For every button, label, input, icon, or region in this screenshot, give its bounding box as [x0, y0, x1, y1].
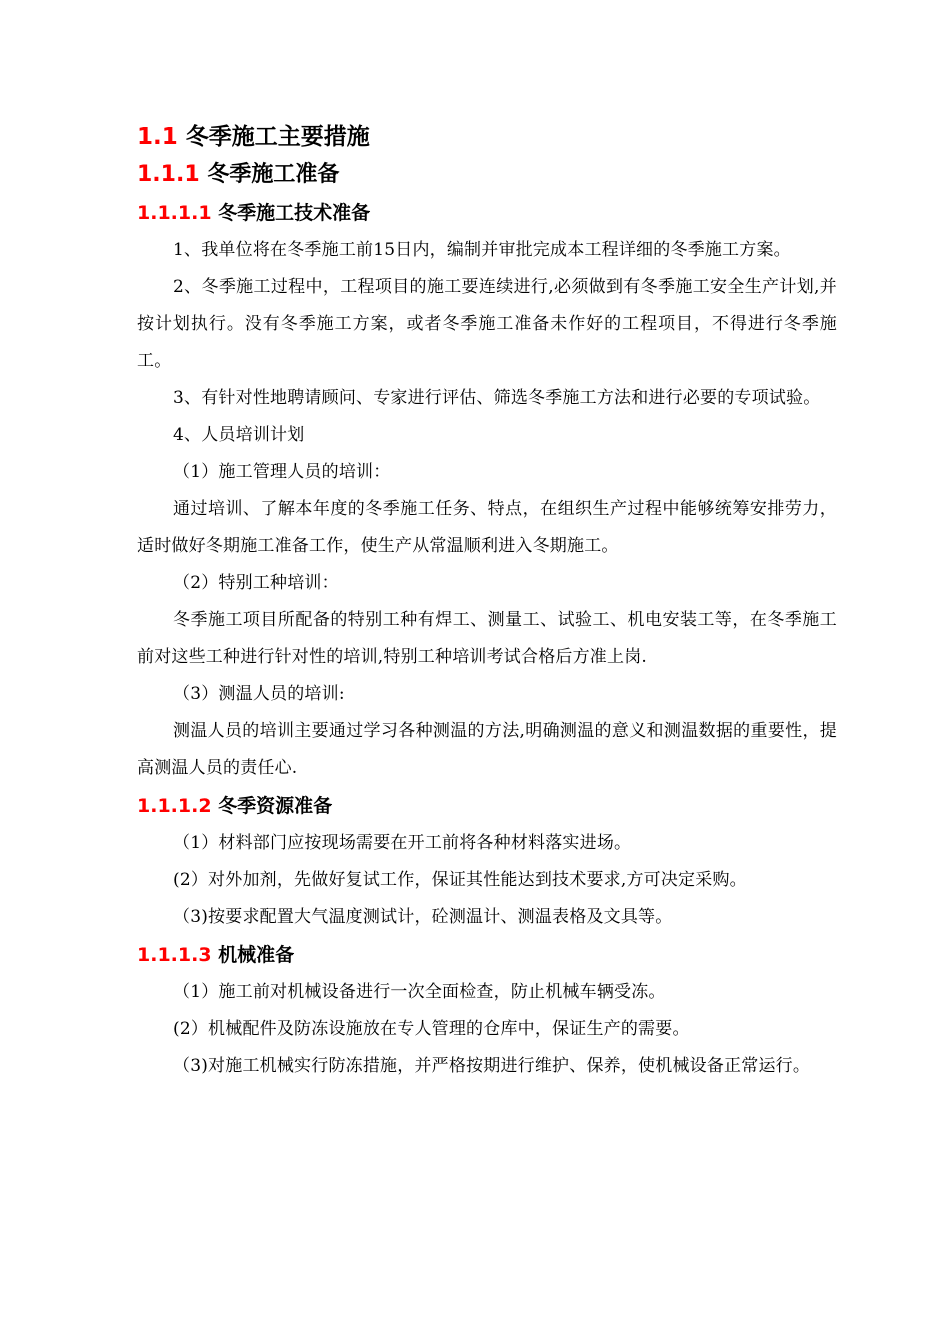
heading-number: 1.1 [137, 124, 178, 150]
section-heading-1-1-1-2 [137, 787, 837, 825]
document-body [137, 118, 837, 1085]
heading-text: 冬季施工准备 [207, 162, 340, 187]
section-heading-1-1 [137, 118, 837, 156]
sub-item-heading: （3）测温人员的培训: [173, 684, 345, 704]
paragraph: 通过培训、了解本年度的冬季施工任务、特点，在组织生产过程中能够统筹安排劳力，适时做好冬期施工准备工作，使生产从常温顺利进入冬期施工。 [137, 499, 837, 556]
heading-text: 冬季资源准备 [218, 795, 333, 817]
heading-number: 1.1.1 [137, 162, 200, 187]
sub-item-heading: （1）施工管理人员的培训： [173, 462, 391, 482]
section-heading-1-1-1-1 [137, 194, 837, 232]
sub-item-heading: （2）特别工种培训： [173, 573, 339, 593]
paragraph: （3)对施工机械实行防冻措施，并严格按期进行维护、保养，使机械设备正常运行。 [173, 1056, 811, 1076]
paragraph: 测温人员的培训主要通过学习各种测温的方法,明确测温的意义和测温数据的重要性，提高测温人员的责任心. [137, 721, 837, 778]
section-heading-1-1-1 [137, 156, 837, 194]
paragraph: 2、冬季施工过程中，工程项目的施工要连续进行,必须做到有冬季施工安全生产计划,并按计划执行。没有冬季施工方案，或者冬季施工准备未作好的工程项目，不得进行冬季施工。 [137, 277, 837, 371]
paragraph: 冬季施工项目所配备的特别工种有焊工、测量工、试验工、机电安装工等，在冬季施工前对这些工种进行针对性的培训,特别工种培训考试合格后方准上岗. [137, 610, 837, 667]
heading-number: 1.1.1.3 [137, 944, 212, 966]
section-heading-1-1-1-3 [137, 936, 837, 974]
heading-text: 冬季施工主要措施 [185, 124, 370, 150]
heading-text: 冬季施工技术准备 [218, 202, 371, 224]
paragraph: (2）机械配件及防冻设施放在专人管理的仓库中，保证生产的需要。 [173, 1019, 690, 1039]
paragraph: （1）施工前对机械设备进行一次全面检查，防止机械车辆受冻。 [173, 982, 666, 1002]
paragraph: (2）对外加剂，先做好复试工作，保证其性能达到技术要求,方可决定采购。 [173, 870, 747, 890]
paragraph: 3、有针对性地聘请顾问、专家进行评估、筛选冬季施工方法和进行必要的专项试验。 [173, 388, 821, 408]
paragraph: 1、我单位将在冬季施工前15日内，编制并审批完成本工程详细的冬季施工方案。 [173, 240, 791, 260]
paragraph: 4、人员培训计划 [173, 425, 305, 445]
paragraph: （1）材料部门应按现场需要在开工前将各种材料落实进场。 [173, 833, 632, 853]
heading-text: 机械准备 [218, 944, 295, 966]
paragraph: （3)按要求配置大气温度测试计，砼测温计、测温表格及文具等。 [173, 907, 673, 927]
heading-number: 1.1.1.1 [137, 202, 212, 224]
heading-number: 1.1.1.2 [137, 795, 212, 817]
